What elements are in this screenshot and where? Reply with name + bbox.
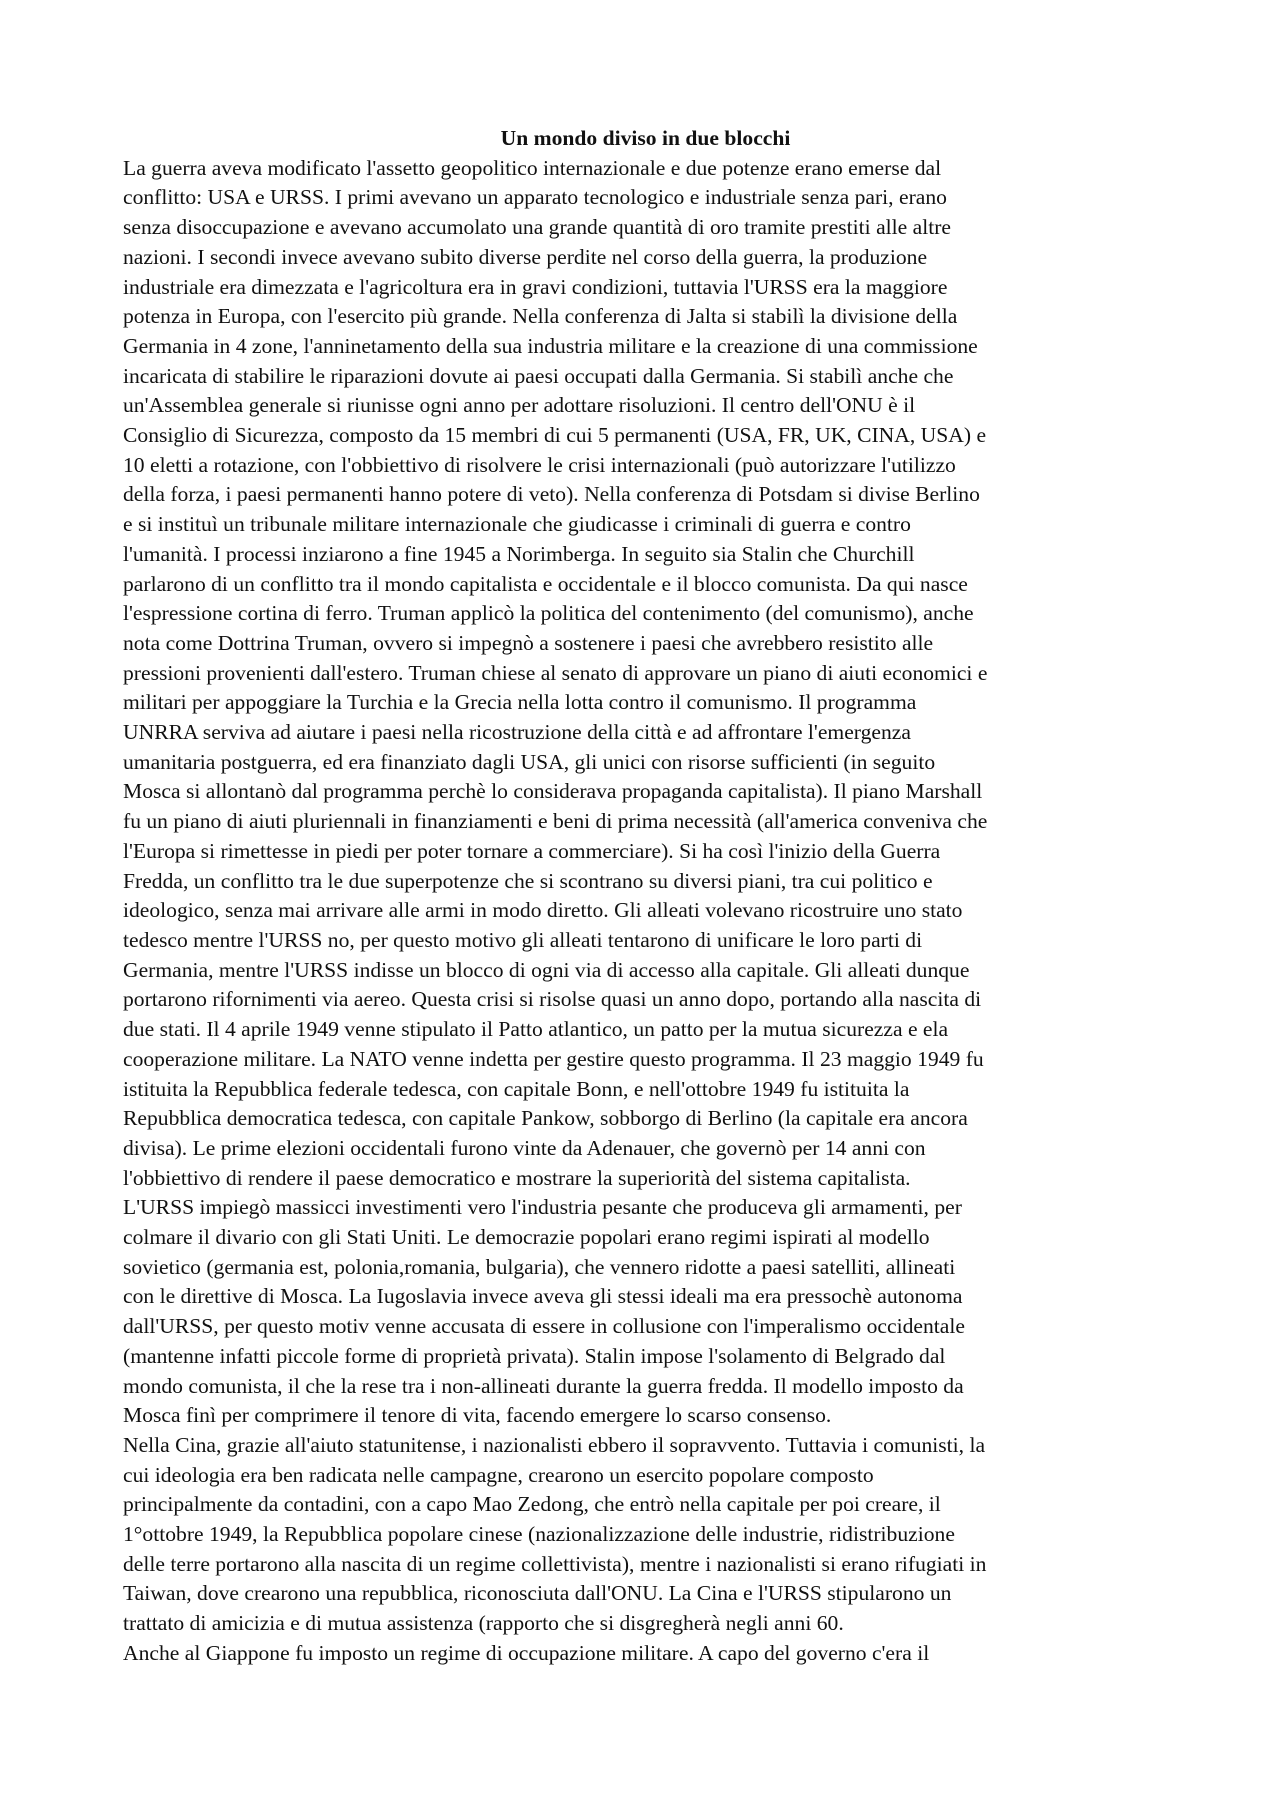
text-line: potenza in Europa, con l'esercito più grande. Nella conferenza di Jalta si stabilì la divisione della	[123, 304, 958, 329]
text-line: incaricata di stabilire le riparazioni dovute ai paesi occupati dalla Germania. Si stabilì anche che	[123, 363, 954, 388]
text-line: trattato di amicizia e di mutua assistenza (rapporto che si disgregherà negli anni 60.	[123, 1611, 844, 1636]
text-line: divisa). Le prime elezioni occidentali furono vinte da Adenauer, che governò per 14 anni con	[123, 1135, 926, 1160]
text-line: Fredda, un conflitto tra le due superpotenze che si scontrano su diversi piani, tra cui politico e	[123, 868, 933, 893]
text-line: pressioni provenienti dall'estero. Truman chiese al senato di approvare un piano di aiuti economici e	[123, 660, 988, 685]
text-line: Consiglio di Sicurezza, composto da 15 membri di cui 5 permanenti (USA, FR, UK, CINA, USA) e	[123, 423, 987, 448]
text-line: principalmente da contadini, con a capo Mao Zedong, che entrò nella capitale per poi creare, il	[123, 1492, 941, 1517]
paragraph	[123, 154, 1168, 1194]
text-line: della forza, i paesi permanenti hanno potere di veto). Nella conferenza di Potsdam si divise Berlino	[123, 482, 980, 507]
paragraph	[123, 1639, 1168, 1669]
text-line: (mantenne infatti piccole forme di proprietà privata). Stalin impose l'solamento di Belgrado dal	[123, 1343, 946, 1368]
text-line: Mosca si allontanò dal programma perchè lo considerava propaganda capitalista). Il piano Marshall	[123, 779, 983, 804]
paragraph	[123, 1431, 1168, 1639]
text-line: portarono rifornimenti via aereo. Questa crisi si risolse quasi un anno dopo, portando alla nascita di	[123, 987, 982, 1012]
paragraph	[123, 1193, 1168, 1431]
text-line: industriale era dimezzata e l'agricoltura era in gravi condizioni, tuttavia l'URSS era la maggiore	[123, 274, 948, 299]
text-line: istituita la Repubblica federale tedesca, con capitale Bonn, e nell'ottobre 1949 fu istituita la	[123, 1076, 910, 1101]
text-line: Repubblica democratica tedesca, con capitale Pankow, sobborgo di Berlino (la capitale era ancora	[123, 1106, 968, 1131]
text-line: 1°ottobre 1949, la Repubblica popolare cinese (nazionalizzazione delle industrie, ridistribuzione	[123, 1522, 955, 1547]
text-line: un'Assemblea generale si riunisse ogni anno per adottare risoluzioni. Il centro dell'ONU è il	[123, 393, 916, 418]
text-line: e si instituì un tribunale militare internazionale che giudicasse i criminali di guerra e contro	[123, 512, 911, 537]
document-title: Un mondo diviso in due blocchi	[500, 126, 791, 150]
text-line: colmare il divario con gli Stati Uniti. Le democrazie popolari erano regimi ispirati al modello	[123, 1225, 930, 1250]
text-line: Mosca finì per comprimere il tenore di vita, facendo emergere lo scarso consenso.	[123, 1403, 832, 1428]
text-line: conflitto: USA e URSS. I primi avevano un apparato tecnologico e industriale senza pari, erano	[123, 185, 947, 210]
text-line: Taiwan, dove crearono una repubblica, riconosciuta dall'ONU. La Cina e l'URSS stipularono un	[123, 1581, 952, 1606]
text-line: L'URSS impiegò massicci investimenti vero l'industria pesante che produceva gli armamenti, per	[123, 1195, 962, 1220]
text-line: mondo comunista, il che la rese tra i non-allineati durante la guerra fredda. Il modello imposto da	[123, 1373, 964, 1398]
text-line: Germania, mentre l'URSS indisse un blocco di ogni via di accesso alla capitale. Gli alleati dunque	[123, 957, 970, 982]
text-line: due stati. Il 4 aprile 1949 venne stipulato il Patto atlantico, un patto per la mutua sicurezza e ela	[123, 1017, 949, 1042]
text-line: fu un piano di aiuti pluriennali in finanziamenti e beni di prima necessità (all'america conveniva che	[123, 809, 988, 834]
text-line: cooperazione militare. La NATO venne indetta per gestire questo programma. Il 23 maggio 1949 fu	[123, 1046, 984, 1071]
text-line: l'espressione cortina di ferro. Truman applicò la politica del contenimento (del comunismo), anche	[123, 601, 974, 626]
text-line: umanitaria postguerra, ed era finanziato dagli USA, gli unici con risorse sufficienti (in seguito	[123, 749, 936, 774]
text-line: senza disoccupazione e avevano accumolato una grande quantità di oro tramite prestiti alle altre	[123, 215, 952, 240]
text-line: ideologico, senza mai arrivare alle armi in modo diretto. Gli alleati volevano ricostruire uno stato	[123, 898, 963, 923]
text-line: militari per appoggiare la Turchia e la Grecia nella lotta contro il comunismo. Il programma	[123, 690, 917, 715]
text-line: sovietico (germania est, polonia,romania, bulgaria), che vennero ridotte a paesi satelliti, allineati	[123, 1254, 956, 1279]
paragraphs-container	[123, 154, 1168, 1669]
text-line: 10 eletti a rotazione, con l'obbiettivo di risolvere le crisi internazionali (può autorizzare l'utilizzo	[123, 452, 956, 477]
text-line: l'obbiettivo di rendere il paese democratico e mostrare la superiorità del sistema capitalista.	[123, 1165, 911, 1190]
text-line: l'Europa si rimettesse in piedi per poter tornare a commerciare). Si ha così l'inizio della Guerra	[123, 838, 941, 863]
text-line: l'umanità. I processi inziarono a fine 1945 a Norimberga. In seguito sia Stalin che Churchill	[123, 541, 915, 566]
text-line: delle terre portarono alla nascita di un regime collettivista), mentre i nazionalisti si erano rifugiati in	[123, 1551, 987, 1576]
text-line: Anche al Giappone fu imposto un regime di occupazione militare. A capo del governo c'era il	[123, 1640, 930, 1665]
text-line: tedesco mentre l'URSS no, per questo motivo gli alleati tentarono di unificare le loro parti di	[123, 927, 923, 952]
text-line: cui ideologia era ben radicata nelle campagne, crearono un esercito popolare composto	[123, 1462, 874, 1487]
text-line: Nella Cina, grazie all'aiuto statunitense, i nazionalisti ebbero il sopravvento. Tuttavia i comunisti, la	[123, 1432, 986, 1457]
text-line: dall'URSS, per questo motiv venne accusata di essere in collusione con l'imperalismo occidentale	[123, 1314, 965, 1339]
text-line: parlarono di un conflitto tra il mondo capitalista e occidentale e il blocco comunista. Da qui nasce	[123, 571, 968, 596]
text-line: Germania in 4 zone, l'anninetamento della sua industria militare e la creazione di una commissione	[123, 333, 978, 358]
text-line: con le direttive di Mosca. La Iugoslavia invece aveva gli stessi ideali ma era pressochè autonoma	[123, 1284, 963, 1309]
text-line: nazioni. I secondi invece avevano subito diverse perdite nel corso della guerra, la produzione	[123, 244, 928, 269]
document-body	[123, 124, 1168, 1669]
text-line: UNRRA serviva ad aiutare i paesi nella ricostruzione della città e ad affrontare l'emergenza	[123, 720, 911, 745]
text-line: La guerra aveva modificato l'assetto geopolitico internazionale e due potenze erano emerse dal	[123, 155, 942, 180]
text-line: nota come Dottrina Truman, ovvero si impegnò a sostenere i paesi che avrebbero resistito alle	[123, 630, 934, 655]
